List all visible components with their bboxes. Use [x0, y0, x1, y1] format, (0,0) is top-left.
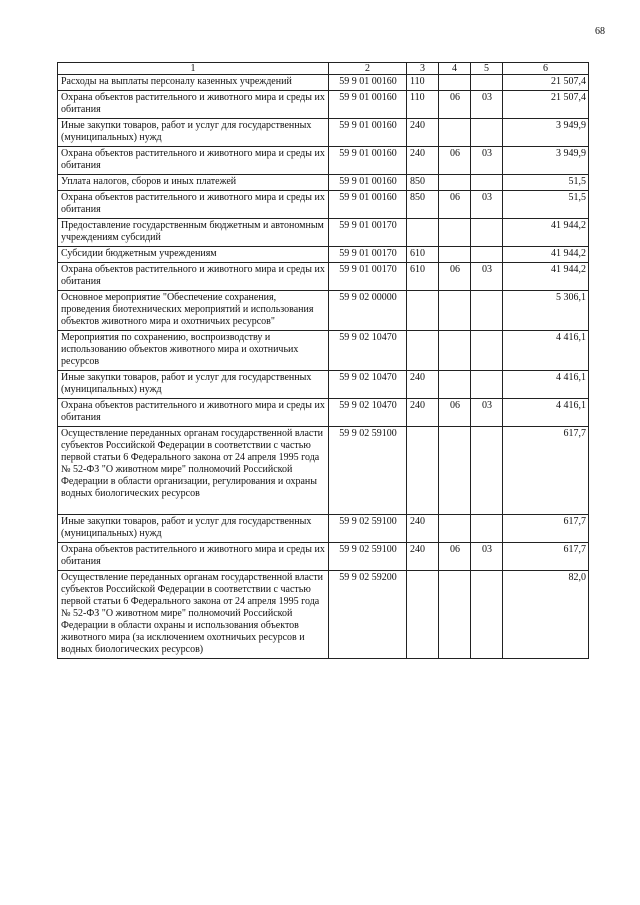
cell-amount: 41 944,2 [503, 263, 589, 291]
cell-expense-type: 610 [407, 247, 439, 263]
cell-expense-type [407, 427, 439, 515]
cell-amount: 3 949,9 [503, 119, 589, 147]
table-row [58, 571, 589, 659]
cell-amount: 617,7 [503, 515, 589, 543]
cell-section: 06 [439, 399, 471, 427]
table-row [58, 191, 589, 219]
cell-target-article: 59 9 01 00160 [329, 191, 407, 219]
cell-subsection [471, 331, 503, 371]
cell-expense-type: 240 [407, 371, 439, 399]
cell-name: Расходы на выплаты персоналу казенных учреждений [58, 75, 329, 91]
cell-subsection [471, 219, 503, 247]
cell-expense-type: 240 [407, 399, 439, 427]
cell-subsection: 03 [471, 543, 503, 571]
cell-expense-type: 850 [407, 175, 439, 191]
cell-target-article: 59 9 02 59100 [329, 427, 407, 515]
cell-target-article: 59 9 02 10470 [329, 399, 407, 427]
cell-subsection: 03 [471, 147, 503, 175]
table-header-row [58, 63, 589, 75]
cell-name: Осуществление переданных органам государственной власти субъектов Российской Федерации в соответствии с частью первой статьи 6 Федерального закона от 24 апреля 1995 года № 52-ФЗ "О животном мире" полномочий Российской Федерации в области организации, регулирования и охраны водных биологических ресурсов [58, 427, 329, 515]
cell-subsection [471, 515, 503, 543]
cell-name: Охрана объектов растительного и животного мира и среды их обитания [58, 263, 329, 291]
header-col-2: 2 [329, 63, 407, 75]
cell-expense-type [407, 291, 439, 331]
cell-name: Осуществление переданных органам государственной власти субъектов Российской Федерации в соответствии с частью первой статьи 6 Федерального закона от 24 апреля 1995 года № 52-ФЗ "О животном мире" полномочий Российской Федерации в области охраны и использования объектов животного мира (за исключением охотничьих ресурсов и водных биологических ресурсов) [58, 571, 329, 659]
cell-name: Субсидии бюджетным учреждениям [58, 247, 329, 263]
cell-amount: 4 416,1 [503, 331, 589, 371]
cell-section: 06 [439, 91, 471, 119]
cell-amount: 41 944,2 [503, 247, 589, 263]
table-row [58, 119, 589, 147]
cell-amount: 5 306,1 [503, 291, 589, 331]
cell-target-article: 59 9 01 00170 [329, 263, 407, 291]
cell-amount: 21 507,4 [503, 91, 589, 119]
table-row [58, 291, 589, 331]
cell-expense-type [407, 331, 439, 371]
cell-target-article: 59 9 01 00160 [329, 91, 407, 119]
cell-target-article: 59 9 01 00160 [329, 119, 407, 147]
cell-name: Иные закупки товаров, работ и услуг для государственных (муниципальных) нужд [58, 515, 329, 543]
cell-target-article: 59 9 02 59100 [329, 543, 407, 571]
cell-amount: 617,7 [503, 427, 589, 515]
cell-name: Мероприятия по сохранению, воспроизводству и использованию объектов животного мира и охотничьих ресурсов [58, 331, 329, 371]
cell-name: Предоставление государственным бюджетным и автономным учреждениям субсидий [58, 219, 329, 247]
cell-section: 06 [439, 191, 471, 219]
cell-section [439, 427, 471, 515]
table-row [58, 515, 589, 543]
cell-target-article: 59 9 02 00000 [329, 291, 407, 331]
cell-section: 06 [439, 147, 471, 175]
cell-amount: 51,5 [503, 191, 589, 219]
cell-section [439, 75, 471, 91]
cell-target-article: 59 9 01 00160 [329, 75, 407, 91]
cell-target-article: 59 9 02 59200 [329, 571, 407, 659]
header-col-6: 6 [503, 63, 589, 75]
cell-subsection [471, 427, 503, 515]
cell-expense-type [407, 219, 439, 247]
cell-name: Иные закупки товаров, работ и услуг для государственных (муниципальных) нужд [58, 119, 329, 147]
table-row [58, 263, 589, 291]
cell-section [439, 331, 471, 371]
cell-expense-type: 610 [407, 263, 439, 291]
cell-target-article: 59 9 01 00170 [329, 219, 407, 247]
table-row [58, 543, 589, 571]
cell-subsection [471, 175, 503, 191]
cell-section [439, 571, 471, 659]
cell-expense-type: 110 [407, 91, 439, 119]
cell-subsection: 03 [471, 399, 503, 427]
cell-name: Охрана объектов растительного и животного мира и среды их обитания [58, 91, 329, 119]
cell-target-article: 59 9 02 10470 [329, 331, 407, 371]
cell-name: Охрана объектов растительного и животного мира и среды их обитания [58, 543, 329, 571]
cell-amount: 4 416,1 [503, 371, 589, 399]
cell-name: Охрана объектов растительного и животного мира и среды их обитания [58, 147, 329, 175]
header-col-5: 5 [471, 63, 503, 75]
table-row [58, 175, 589, 191]
cell-subsection [471, 247, 503, 263]
cell-amount: 4 416,1 [503, 399, 589, 427]
header-col-1: 1 [58, 63, 329, 75]
cell-subsection [471, 75, 503, 91]
budget-table [57, 62, 589, 659]
cell-target-article: 59 9 02 59100 [329, 515, 407, 543]
cell-expense-type: 850 [407, 191, 439, 219]
cell-target-article: 59 9 01 00160 [329, 147, 407, 175]
table-row [58, 427, 589, 515]
header-col-3: 3 [407, 63, 439, 75]
cell-name: Основное мероприятие "Обеспечение сохранения, проведения биотехнических мероприятий и использования объектов животного мира и охотничьих ресурсов" [58, 291, 329, 331]
cell-section [439, 247, 471, 263]
header-col-4: 4 [439, 63, 471, 75]
cell-subsection: 03 [471, 191, 503, 219]
table-row [58, 247, 589, 263]
table-row [58, 219, 589, 247]
cell-expense-type: 240 [407, 119, 439, 147]
cell-subsection [471, 291, 503, 331]
cell-expense-type: 240 [407, 515, 439, 543]
cell-amount: 41 944,2 [503, 219, 589, 247]
cell-section: 06 [439, 263, 471, 291]
cell-subsection [471, 571, 503, 659]
table-row [58, 399, 589, 427]
cell-expense-type: 240 [407, 147, 439, 175]
table-row [58, 75, 589, 91]
cell-section [439, 515, 471, 543]
cell-section: 06 [439, 543, 471, 571]
cell-section [439, 119, 471, 147]
cell-target-article: 59 9 01 00160 [329, 175, 407, 191]
cell-target-article: 59 9 01 00170 [329, 247, 407, 263]
table-row [58, 147, 589, 175]
cell-name: Уплата налогов, сборов и иных платежей [58, 175, 329, 191]
cell-amount: 21 507,4 [503, 75, 589, 91]
cell-name: Охрана объектов растительного и животного мира и среды их обитания [58, 191, 329, 219]
table-row [58, 371, 589, 399]
table-row [58, 331, 589, 371]
cell-target-article: 59 9 02 10470 [329, 371, 407, 399]
cell-amount: 51,5 [503, 175, 589, 191]
cell-amount: 617,7 [503, 543, 589, 571]
cell-subsection [471, 119, 503, 147]
cell-expense-type [407, 571, 439, 659]
cell-subsection: 03 [471, 91, 503, 119]
page-number: 68 [595, 26, 605, 37]
cell-expense-type: 240 [407, 543, 439, 571]
cell-subsection: 03 [471, 263, 503, 291]
cell-section [439, 175, 471, 191]
cell-name: Охрана объектов растительного и животного мира и среды их обитания [58, 399, 329, 427]
table-row [58, 91, 589, 119]
cell-name: Иные закупки товаров, работ и услуг для государственных (муниципальных) нужд [58, 371, 329, 399]
cell-amount: 3 949,9 [503, 147, 589, 175]
cell-section [439, 291, 471, 331]
cell-section [439, 371, 471, 399]
cell-amount: 82,0 [503, 571, 589, 659]
cell-section [439, 219, 471, 247]
cell-expense-type: 110 [407, 75, 439, 91]
cell-subsection [471, 371, 503, 399]
